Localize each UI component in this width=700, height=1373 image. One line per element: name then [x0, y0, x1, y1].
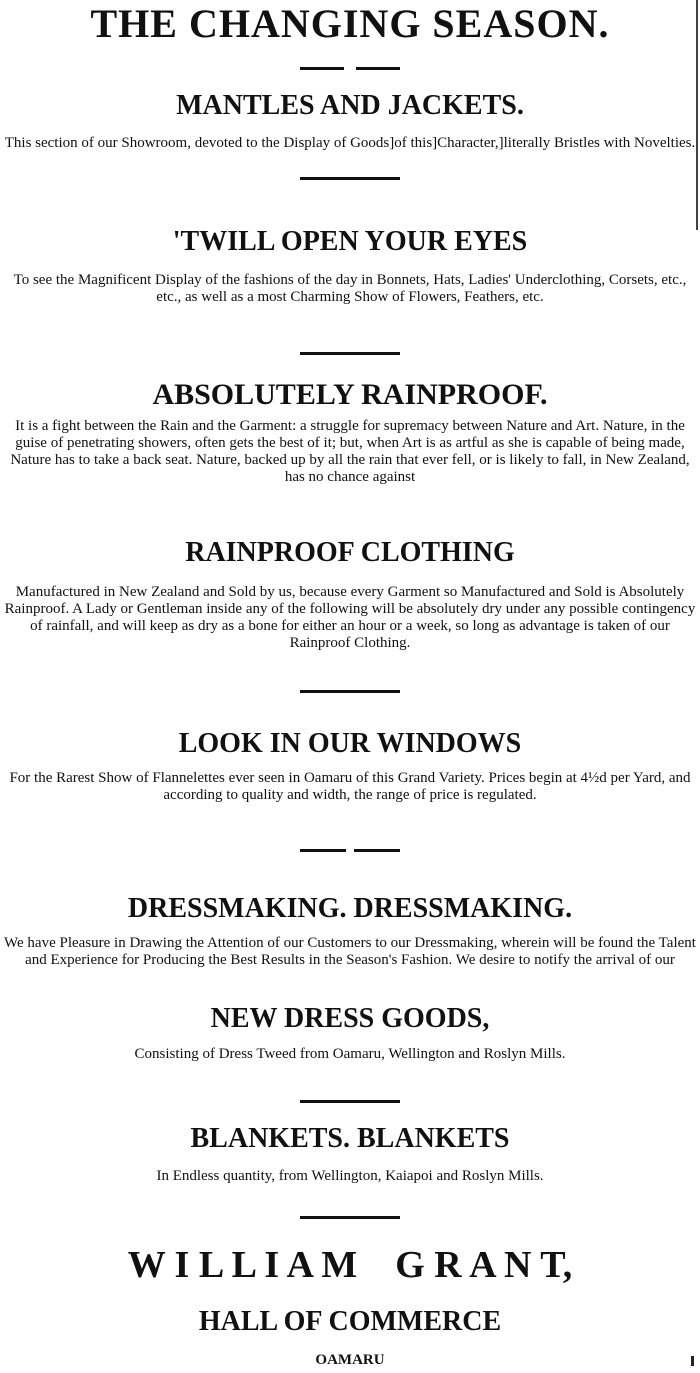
merchant-name: W I L L I A M G R A N T,: [127, 1244, 573, 1286]
divider: [300, 849, 400, 852]
divider: [300, 352, 400, 355]
divider: [300, 1100, 400, 1103]
heading-new-dress-goods: NEW DRESS GOODS,: [210, 1003, 490, 1034]
heading-open-eyes: 'TWILL OPEN YOUR EYES: [172, 226, 528, 257]
body-open-eyes: To see the Magnificent Display of the fashions of the day in Bonnets, Hats, Ladies' Underclothing, Corsets, etc., etc., as well as a most Charming Show of Flowers, Feathers, etc.: [13, 272, 687, 305]
merchant-place: HALL OF COMMERCE: [198, 1306, 502, 1337]
body-windows: For the Rarest Show of Flannelettes ever seen in Oamaru of this Grand Variety. Prices begin at 4½d per Yard, and according to quality and width, the range of price is regulated.: [9, 770, 691, 803]
body-rainproof-clothing: Manufactured in New Zealand and Sold by us, because every Garment so Manufactured and Sold is Absolutely Rainproof. A Lady or Gentleman inside any of the following will be absolutely dry under any possible contingency of rainfall, and will keep as dry as a bone for either an hour or a week, so long as advantage is taken of our Rainproof Clothing.: [4, 584, 696, 651]
merchant-town: OAMARU: [315, 1352, 385, 1368]
divider: [300, 690, 400, 693]
divider: [300, 1216, 400, 1219]
margin-mark: [691, 1356, 694, 1366]
body-blankets: In Endless quantity, from Wellington, Kaiapoi and Roslyn Mills.: [156, 1168, 544, 1184]
heading-dressmaking: DRESSMAKING. DRESSMAKING.: [127, 893, 573, 924]
heading-windows: LOOK IN OUR WINDOWS: [178, 728, 522, 759]
page-title: THE CHANGING SEASON.: [90, 1, 610, 46]
body-dressmaking: We have Pleasure in Drawing the Attention of our Customers to our Dressmaking, wherein will be found the Talent and Experience for Producing the Best Results in the Season's Fashion. We desire to notify the arrival of our: [4, 935, 696, 968]
divider: [300, 177, 400, 180]
divider: [300, 67, 400, 70]
body-new-dress-goods: Consisting of Dress Tweed from Oamaru, Wellington and Roslyn Mills.: [134, 1046, 566, 1062]
heading-blankets: BLANKETS. BLANKETS: [190, 1123, 510, 1154]
heading-rainproof-clothing: RAINPROOF CLOTHING: [185, 537, 515, 568]
heading-mantles: MANTLES AND JACKETS.: [176, 90, 524, 121]
body-rainproof: It is a fight between the Rain and the Garment: a struggle for supremacy between Nature and Art. Nature, in the guise of penetrating showers, often gets the best of it; but, when Art is as artful as she is capable of being made, Nature has to take a back seat. Nature, backed up by all the rain that ever fell, or is likely to fall, in New Zealand, has no chance against: [10, 418, 690, 485]
body-mantles: This section of our Showroom, devoted to the Display of Goods]of this]Character,]literally Bristles with Novelties.: [4, 135, 696, 151]
heading-rainproof: ABSOLUTELY RAINPROOF.: [152, 378, 548, 411]
